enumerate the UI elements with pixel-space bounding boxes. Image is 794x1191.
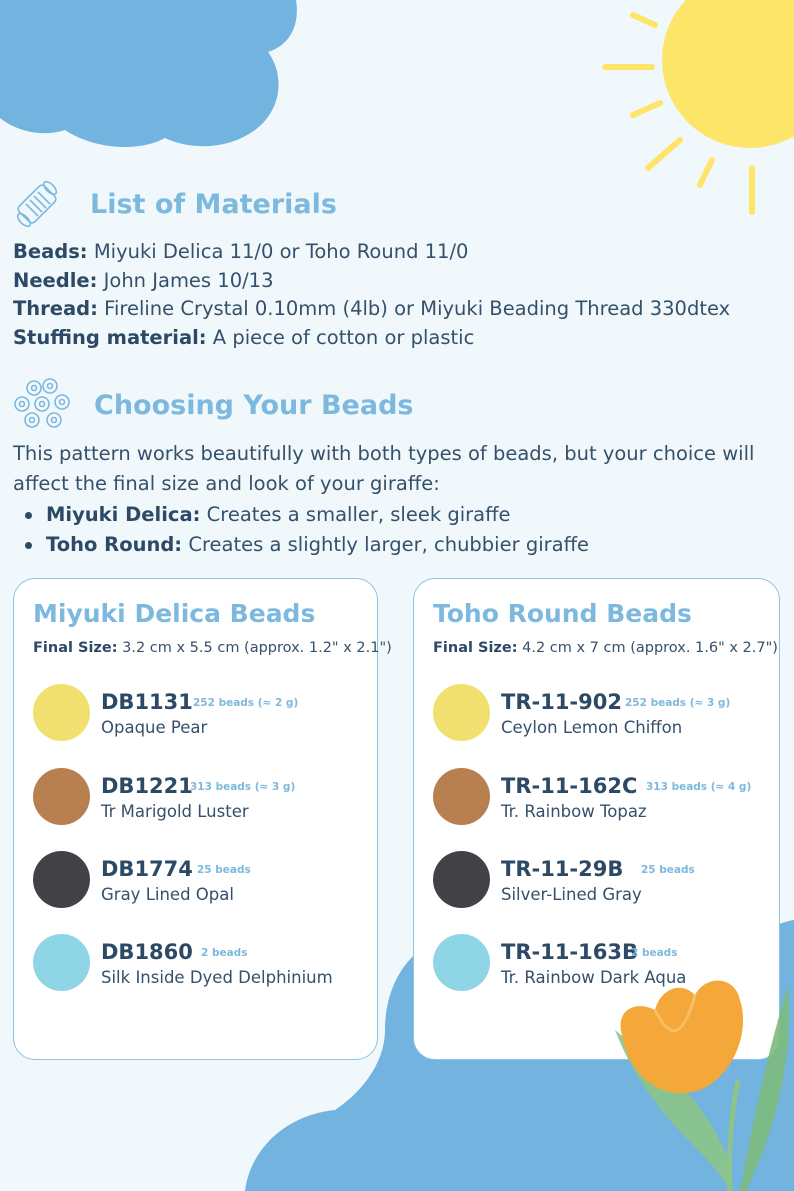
bead-name: Gray Lined Opal: [101, 885, 234, 904]
bead-count: 2 beads: [631, 947, 678, 959]
bead-count: 252 beads (≈ 2 g): [193, 697, 299, 709]
materials-list: [13, 238, 730, 352]
bullet-item: Miyuki Delica: Creates a smaller, sleek giraffe: [22, 500, 589, 530]
final-size: Final Size: 4.2 cm x 7 cm (approx. 1.6" x 2.7"): [433, 640, 778, 656]
bead-swatch: [33, 851, 90, 908]
materials-item: Stuffing material: A piece of cotton or plastic: [13, 325, 475, 349]
final-size: Final Size: 3.2 cm x 5.5 cm (approx. 1.2" x 2.1"): [33, 640, 392, 656]
bullet-item: Toho Round: Creates a slightly larger, chubbier giraffe: [22, 530, 589, 560]
bead-code: TR-11-902: [501, 690, 622, 714]
materials-heading: [12, 176, 337, 232]
bead-name: Ceylon Lemon Chiffon: [501, 718, 683, 737]
thread-spool-icon: [12, 176, 68, 232]
bead-count: 313 beads (≈ 4 g): [646, 781, 752, 793]
bead-name: Opaque Pear: [101, 718, 208, 737]
bead-name: Tr. Rainbow Topaz: [501, 802, 647, 821]
bead-count: 252 beads (≈ 3 g): [625, 697, 731, 709]
sun-icon: [600, 0, 794, 220]
bead-code: TR-11-162C: [501, 774, 638, 798]
card-title: Miyuki Delica Beads: [33, 599, 316, 628]
bead-swatch: [433, 768, 490, 825]
bead-count: 2 beads: [201, 947, 248, 959]
bead-swatch: [433, 934, 490, 991]
choosing-title: Choosing Your Beads: [94, 389, 414, 421]
tulip-icon: [610, 970, 794, 1191]
materials-item: Thread: Fireline Crystal 0.10mm (4lb) or Miyuki Beading Thread 330dtex: [13, 297, 731, 320]
choosing-heading: [12, 378, 413, 432]
card-title: Toho Round Beads: [433, 599, 692, 628]
bead-swatch: [33, 768, 90, 825]
bead-name: Silver-Lined Gray: [501, 885, 642, 904]
bead-code: DB1774: [101, 857, 193, 881]
bead-code: TR-11-29B: [501, 857, 624, 881]
bead-code: DB1131: [101, 690, 193, 714]
bead-name: Tr. Rainbow Dark Aqua: [501, 968, 687, 987]
bead-count: 313 beads (≈ 3 g): [190, 781, 296, 793]
choosing-intro: This pattern works beautifully with both types of beads, but your choice will affect the final size and look of your giraffe:: [13, 442, 755, 495]
bead-name: Silk Inside Dyed Delphinium: [101, 968, 333, 987]
choosing-bullets: [22, 500, 589, 560]
materials-title: List of Materials: [90, 188, 337, 220]
beads-icon: [12, 378, 72, 432]
bead-swatch: [433, 684, 490, 741]
bead-swatch: [33, 934, 90, 991]
bead-swatch: [433, 851, 490, 908]
bead-name: Tr Marigold Luster: [101, 802, 249, 821]
materials-item: Beads: Miyuki Delica 11/0 or Toho Round 11/0: [13, 240, 469, 263]
bead-code: DB1860: [101, 940, 193, 964]
bead-code: TR-11-163B: [501, 940, 638, 964]
cloud-top-left: [0, 0, 300, 160]
materials-item: Needle: John James 10/13: [13, 268, 274, 292]
bead-swatch: [33, 684, 90, 741]
bead-count: 25 beads: [197, 864, 251, 876]
bead-code: DB1221: [101, 774, 193, 798]
bead-count: 25 beads: [641, 864, 695, 876]
card-miyuki: [13, 578, 392, 1060]
